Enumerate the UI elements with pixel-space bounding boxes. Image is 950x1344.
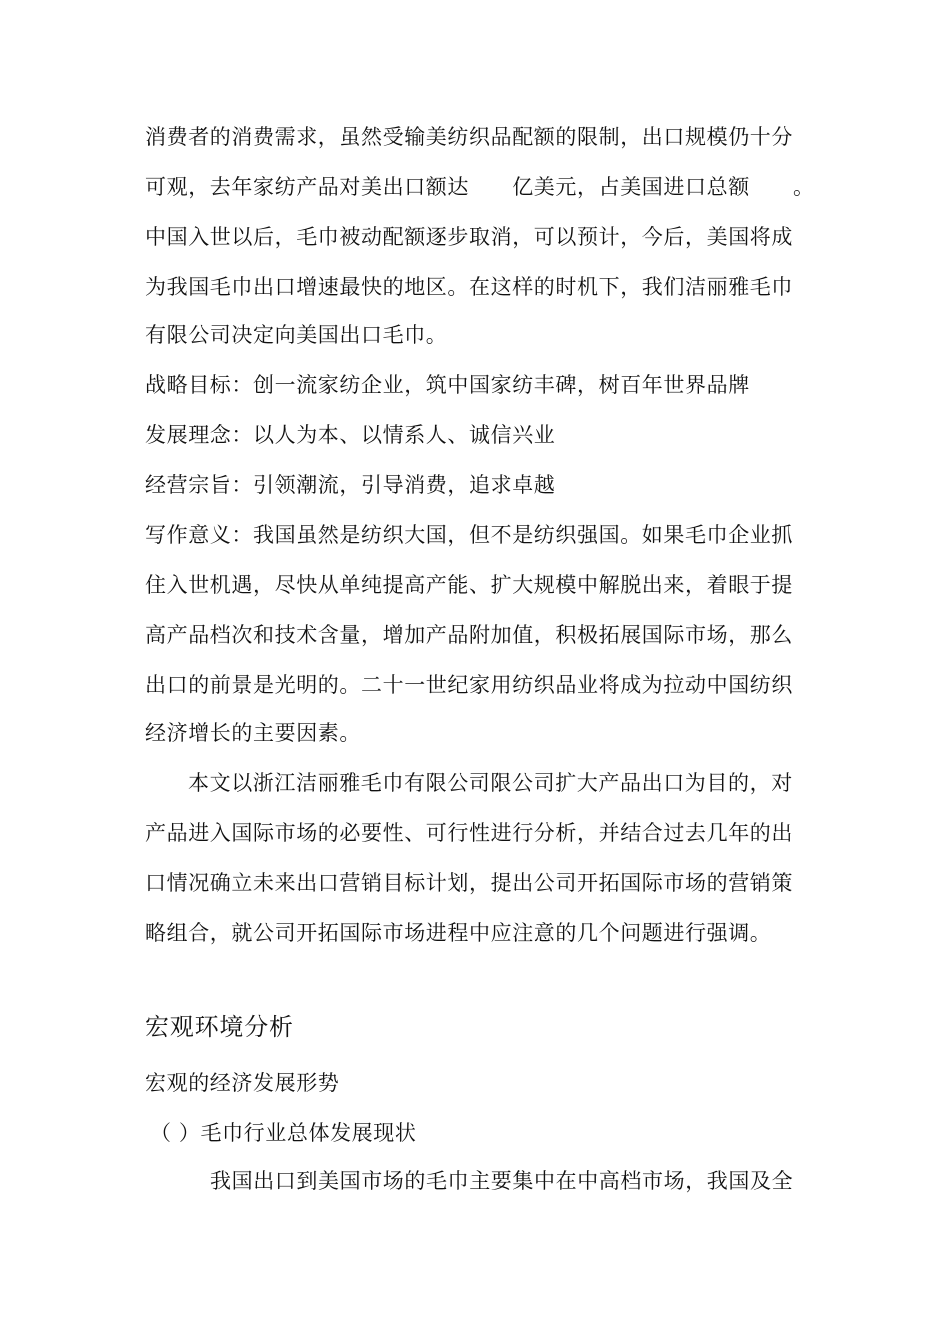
paragraph-line: 略组合，就公司开拓国际市场进程中应注意的几个问题进行强调。: [145, 921, 772, 945]
writing-significance-line: 写作意义：我国虽然是纺织大国，但不是纺织强国。如果毛巾企业抓: [145, 523, 793, 547]
paragraph-line: 口情况确立未来出口营销目标计划，提出公司开拓国际市场的营销策: [145, 871, 793, 895]
writing-significance-line: 经济增长的主要因素。: [145, 721, 361, 745]
paragraph-line: 为我国毛巾出口增速最快的地区。在这样的时机下，我们洁丽雅毛巾: [145, 275, 793, 299]
writing-significance-line: 住入世机遇，尽快从单纯提高产能、扩大规模中解脱出来，着眼于提: [145, 573, 793, 597]
sub-item-title: （ ）毛巾行业总体发展现状: [150, 1121, 417, 1145]
paragraph-line: 消费者的消费需求，虽然受输美纺织品配额的限制，出口规模仍十分: [145, 125, 793, 149]
subsection-title: 宏观的经济发展形势: [145, 1071, 340, 1095]
development-idea: 发展理念：以人为本、以情系人、诚信兴业: [145, 423, 556, 447]
section-title: 宏观环境分析: [145, 1013, 294, 1041]
paragraph-line: 有限公司决定向美国出口毛巾。: [145, 323, 448, 347]
strategy-goal: 战略目标：创一流家纺企业，筑中国家纺丰碑，树百年世界品牌: [145, 373, 750, 397]
writing-significance-line: 出口的前景是光明的。二十一世纪家用纺织品业将成为拉动中国纺织: [145, 673, 793, 697]
writing-significance-line: 高产品档次和技术含量，增加产品附加值，积极拓展国际市场，那么: [145, 623, 793, 647]
paragraph-line: 中国入世以后，毛巾被动配额逐步取消，可以预计，今后，美国将成: [145, 225, 793, 249]
paragraph-line: 我国出口到美国市场的毛巾主要集中在中高档市场，我国及全: [210, 1169, 794, 1193]
paragraph-line: 可观，去年家纺产品对美出口额达 亿美元，占美国进口总额 。: [145, 175, 815, 199]
paragraph-line: 本文以浙江洁丽雅毛巾有限公司限公司扩大产品出口为目的，对: [188, 771, 793, 795]
business-purpose: 经营宗旨：引领潮流，引导消费，追求卓越: [145, 473, 556, 497]
paragraph-line: 产品进入国际市场的必要性、可行性进行分析，并结合过去几年的出: [145, 821, 793, 845]
